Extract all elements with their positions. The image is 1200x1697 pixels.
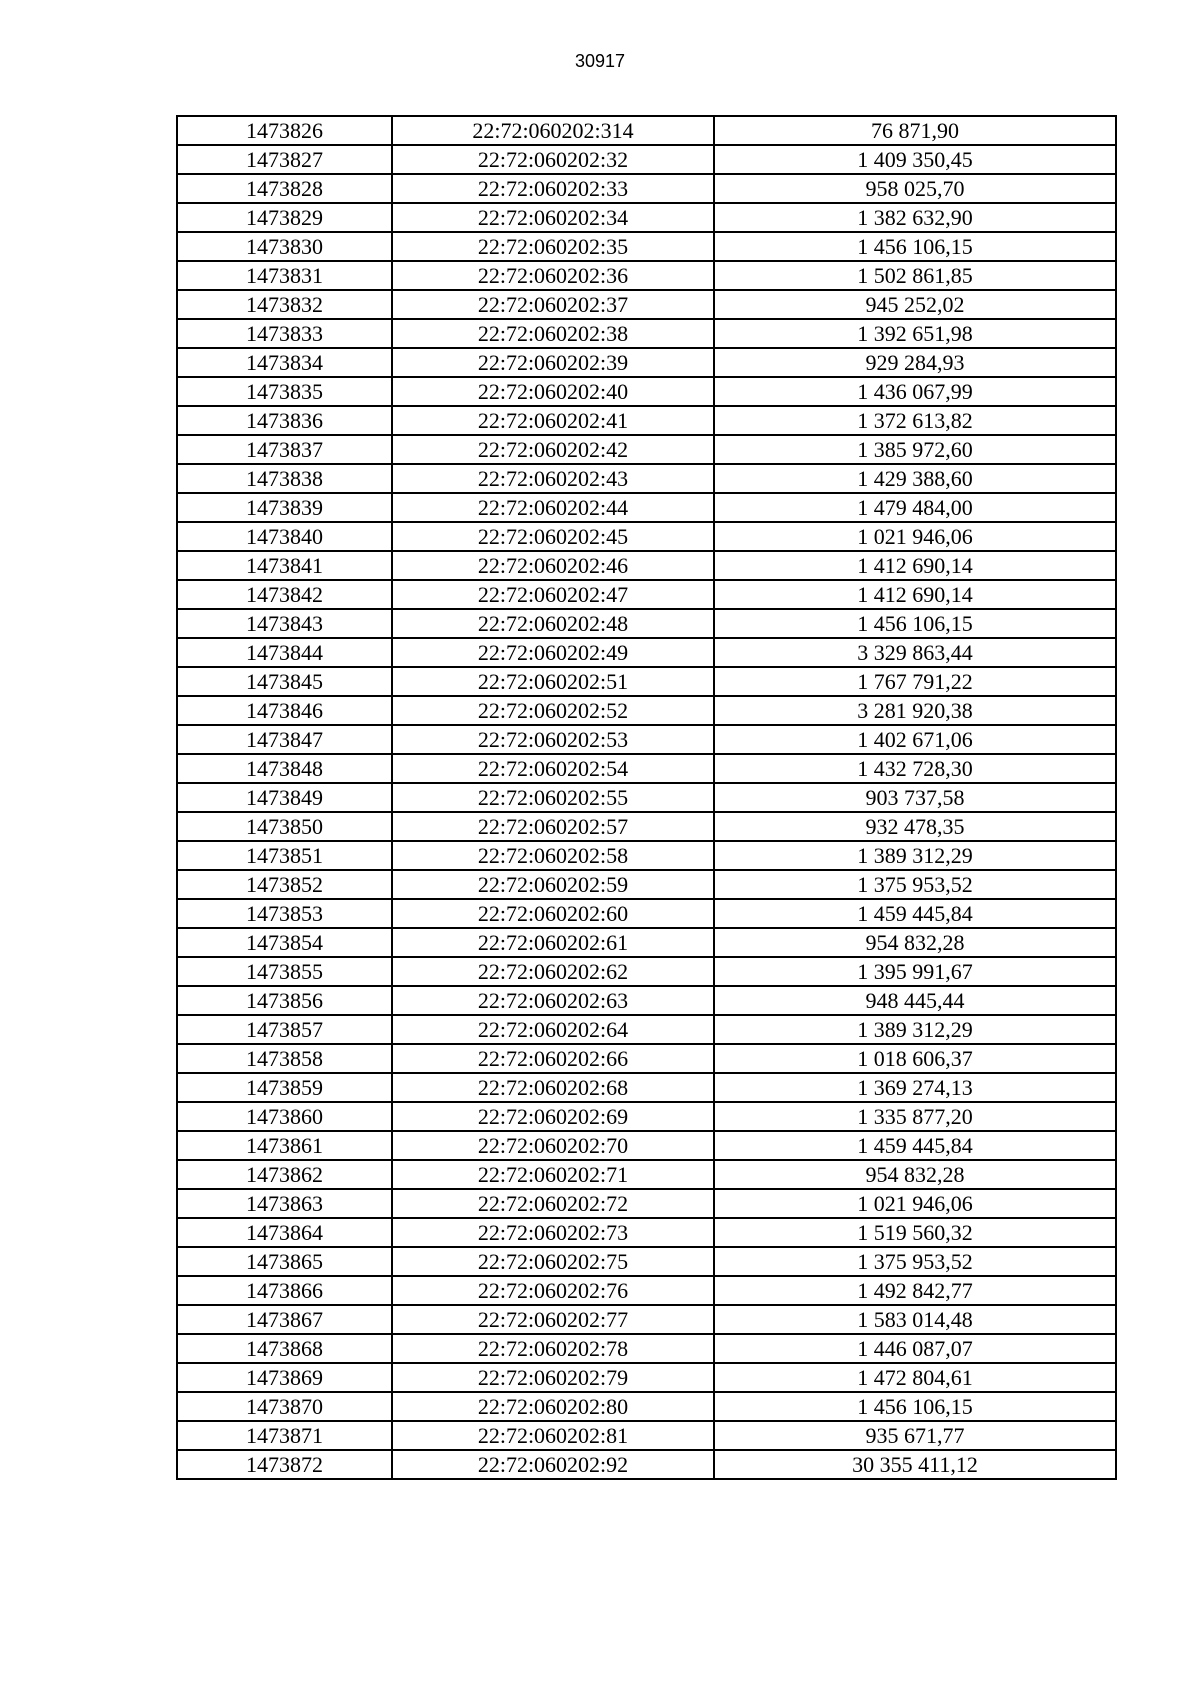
cadastral-value-cell: 30 355 411,12 — [714, 1450, 1116, 1479]
row-number-cell: 1473851 — [177, 841, 392, 870]
row-number-cell: 1473856 — [177, 986, 392, 1015]
table-row — [177, 116, 1116, 145]
cadastral-value-cell: 958 025,70 — [714, 174, 1116, 203]
row-number-cell: 1473866 — [177, 1276, 392, 1305]
cadastral-value-cell: 1 382 632,90 — [714, 203, 1116, 232]
cadastral-number-cell: 22:72:060202:35 — [392, 232, 714, 261]
cadastral-value-cell: 935 671,77 — [714, 1421, 1116, 1450]
cadastral-value-cell: 932 478,35 — [714, 812, 1116, 841]
cadastral-number-cell: 22:72:060202:48 — [392, 609, 714, 638]
row-number-cell: 1473830 — [177, 232, 392, 261]
cadastral-number-cell: 22:72:060202:70 — [392, 1131, 714, 1160]
row-number-cell: 1473853 — [177, 899, 392, 928]
table-row — [177, 348, 1116, 377]
cadastral-number-cell: 22:72:060202:79 — [392, 1363, 714, 1392]
row-number-cell: 1473865 — [177, 1247, 392, 1276]
cadastral-number-cell: 22:72:060202:40 — [392, 377, 714, 406]
cadastral-number-cell: 22:72:060202:55 — [392, 783, 714, 812]
row-number-cell: 1473826 — [177, 116, 392, 145]
row-number-cell: 1473855 — [177, 957, 392, 986]
cadastral-value-table — [176, 115, 1117, 1480]
table-row — [177, 1421, 1116, 1450]
cadastral-value-cell: 1 432 728,30 — [714, 754, 1116, 783]
cadastral-number-cell: 22:72:060202:314 — [392, 116, 714, 145]
cadastral-number-cell: 22:72:060202:81 — [392, 1421, 714, 1450]
cadastral-number-cell: 22:72:060202:68 — [392, 1073, 714, 1102]
cadastral-value-cell: 3 329 863,44 — [714, 638, 1116, 667]
cadastral-value-cell: 929 284,93 — [714, 348, 1116, 377]
table-row — [177, 377, 1116, 406]
row-number-cell: 1473854 — [177, 928, 392, 957]
cadastral-value-cell: 76 871,90 — [714, 116, 1116, 145]
cadastral-value-cell: 1 395 991,67 — [714, 957, 1116, 986]
cadastral-value-cell: 1 375 953,52 — [714, 870, 1116, 899]
table-row — [177, 406, 1116, 435]
table-row — [177, 1334, 1116, 1363]
cadastral-value-cell: 1 459 445,84 — [714, 1131, 1116, 1160]
row-number-cell: 1473828 — [177, 174, 392, 203]
row-number-cell: 1473833 — [177, 319, 392, 348]
row-number-cell: 1473844 — [177, 638, 392, 667]
row-number-cell: 1473840 — [177, 522, 392, 551]
cadastral-value-cell: 1 375 953,52 — [714, 1247, 1116, 1276]
cadastral-value-cell: 1 456 106,15 — [714, 609, 1116, 638]
row-number-cell: 1473867 — [177, 1305, 392, 1334]
table-row — [177, 1189, 1116, 1218]
cadastral-number-cell: 22:72:060202:34 — [392, 203, 714, 232]
cadastral-number-cell: 22:72:060202:46 — [392, 551, 714, 580]
table-row — [177, 203, 1116, 232]
cadastral-number-cell: 22:72:060202:51 — [392, 667, 714, 696]
cadastral-number-cell: 22:72:060202:77 — [392, 1305, 714, 1334]
cadastral-value-cell: 1 492 842,77 — [714, 1276, 1116, 1305]
row-number-cell: 1473836 — [177, 406, 392, 435]
cadastral-number-cell: 22:72:060202:80 — [392, 1392, 714, 1421]
table-row — [177, 522, 1116, 551]
row-number-cell: 1473850 — [177, 812, 392, 841]
row-number-cell: 1473838 — [177, 464, 392, 493]
cadastral-number-cell: 22:72:060202:69 — [392, 1102, 714, 1131]
row-number-cell: 1473868 — [177, 1334, 392, 1363]
table-row — [177, 1450, 1116, 1479]
table-row — [177, 667, 1116, 696]
cadastral-number-cell: 22:72:060202:62 — [392, 957, 714, 986]
table-row — [177, 754, 1116, 783]
cadastral-value-cell: 945 252,02 — [714, 290, 1116, 319]
row-number-cell: 1473860 — [177, 1102, 392, 1131]
table-row — [177, 493, 1116, 522]
table-row — [177, 580, 1116, 609]
cadastral-number-cell: 22:72:060202:64 — [392, 1015, 714, 1044]
cadastral-number-cell: 22:72:060202:45 — [392, 522, 714, 551]
table-row — [177, 1015, 1116, 1044]
cadastral-value-cell: 1 412 690,14 — [714, 580, 1116, 609]
row-number-cell: 1473846 — [177, 696, 392, 725]
table-row — [177, 1160, 1116, 1189]
table-row — [177, 870, 1116, 899]
cadastral-number-cell: 22:72:060202:42 — [392, 435, 714, 464]
cadastral-value-cell: 1 472 804,61 — [714, 1363, 1116, 1392]
cadastral-number-cell: 22:72:060202:44 — [392, 493, 714, 522]
table-row — [177, 812, 1116, 841]
table-row — [177, 1305, 1116, 1334]
cadastral-number-cell: 22:72:060202:37 — [392, 290, 714, 319]
row-number-cell: 1473845 — [177, 667, 392, 696]
table-row — [177, 1247, 1116, 1276]
table-row — [177, 957, 1116, 986]
table-row — [177, 783, 1116, 812]
row-number-cell: 1473862 — [177, 1160, 392, 1189]
table-row — [177, 319, 1116, 348]
row-number-cell: 1473837 — [177, 435, 392, 464]
row-number-cell: 1473827 — [177, 145, 392, 174]
row-number-cell: 1473832 — [177, 290, 392, 319]
table-row — [177, 1073, 1116, 1102]
table-row — [177, 725, 1116, 754]
table-row — [177, 290, 1116, 319]
table-row — [177, 928, 1116, 957]
cadastral-number-cell: 22:72:060202:58 — [392, 841, 714, 870]
row-number-cell: 1473858 — [177, 1044, 392, 1073]
cadastral-value-cell: 1 372 613,82 — [714, 406, 1116, 435]
cadastral-value-cell: 1 369 274,13 — [714, 1073, 1116, 1102]
cadastral-number-cell: 22:72:060202:32 — [392, 145, 714, 174]
row-number-cell: 1473842 — [177, 580, 392, 609]
row-number-cell: 1473857 — [177, 1015, 392, 1044]
table-row — [177, 1044, 1116, 1073]
cadastral-value-cell: 1 456 106,15 — [714, 232, 1116, 261]
cadastral-number-cell: 22:72:060202:41 — [392, 406, 714, 435]
cadastral-value-cell: 1 021 946,06 — [714, 522, 1116, 551]
cadastral-number-cell: 22:72:060202:59 — [392, 870, 714, 899]
table-row — [177, 696, 1116, 725]
cadastral-value-cell: 1 389 312,29 — [714, 841, 1116, 870]
table-row — [177, 551, 1116, 580]
row-number-cell: 1473847 — [177, 725, 392, 754]
row-number-cell: 1473863 — [177, 1189, 392, 1218]
table-row — [177, 174, 1116, 203]
row-number-cell: 1473869 — [177, 1363, 392, 1392]
cadastral-number-cell: 22:72:060202:39 — [392, 348, 714, 377]
cadastral-value-cell: 1 436 067,99 — [714, 377, 1116, 406]
cadastral-number-cell: 22:72:060202:53 — [392, 725, 714, 754]
table-row — [177, 1218, 1116, 1247]
cadastral-number-cell: 22:72:060202:76 — [392, 1276, 714, 1305]
table-row — [177, 899, 1116, 928]
cadastral-number-cell: 22:72:060202:72 — [392, 1189, 714, 1218]
cadastral-value-cell: 948 445,44 — [714, 986, 1116, 1015]
cadastral-value-cell: 1 412 690,14 — [714, 551, 1116, 580]
cadastral-number-cell: 22:72:060202:71 — [392, 1160, 714, 1189]
cadastral-number-cell: 22:72:060202:33 — [392, 174, 714, 203]
row-number-cell: 1473859 — [177, 1073, 392, 1102]
cadastral-value-cell: 1 429 388,60 — [714, 464, 1116, 493]
cadastral-value-cell: 1 519 560,32 — [714, 1218, 1116, 1247]
table-body — [177, 116, 1116, 1479]
cadastral-value-cell: 1 502 861,85 — [714, 261, 1116, 290]
row-number-cell: 1473870 — [177, 1392, 392, 1421]
cadastral-number-cell: 22:72:060202:73 — [392, 1218, 714, 1247]
cadastral-number-cell: 22:72:060202:38 — [392, 319, 714, 348]
cadastral-value-cell: 1 392 651,98 — [714, 319, 1116, 348]
row-number-cell: 1473849 — [177, 783, 392, 812]
cadastral-value-cell: 1 456 106,15 — [714, 1392, 1116, 1421]
page-number: 30917 — [574, 51, 626, 71]
table-row — [177, 435, 1116, 464]
cadastral-number-cell: 22:72:060202:60 — [392, 899, 714, 928]
cadastral-number-cell: 22:72:060202:78 — [392, 1334, 714, 1363]
cadastral-number-cell: 22:72:060202:75 — [392, 1247, 714, 1276]
row-number-cell: 1473831 — [177, 261, 392, 290]
table-row — [177, 841, 1116, 870]
table-row — [177, 986, 1116, 1015]
table-row — [177, 261, 1116, 290]
cadastral-number-cell: 22:72:060202:61 — [392, 928, 714, 957]
cadastral-value-cell: 3 281 920,38 — [714, 696, 1116, 725]
cadastral-value-cell: 903 737,58 — [714, 783, 1116, 812]
cadastral-number-cell: 22:72:060202:92 — [392, 1450, 714, 1479]
row-number-cell: 1473843 — [177, 609, 392, 638]
table-row — [177, 1276, 1116, 1305]
cadastral-number-cell: 22:72:060202:36 — [392, 261, 714, 290]
cadastral-number-cell: 22:72:060202:66 — [392, 1044, 714, 1073]
table-row — [177, 232, 1116, 261]
cadastral-value-cell: 1 389 312,29 — [714, 1015, 1116, 1044]
cadastral-value-cell: 1 402 671,06 — [714, 725, 1116, 754]
cadastral-value-cell: 1 385 972,60 — [714, 435, 1116, 464]
row-number-cell: 1473864 — [177, 1218, 392, 1247]
row-number-cell: 1473834 — [177, 348, 392, 377]
cadastral-number-cell: 22:72:060202:49 — [392, 638, 714, 667]
cadastral-value-cell: 1 446 087,07 — [714, 1334, 1116, 1363]
row-number-cell: 1473848 — [177, 754, 392, 783]
cadastral-value-cell: 1 335 877,20 — [714, 1102, 1116, 1131]
table-row — [177, 145, 1116, 174]
row-number-cell: 1473841 — [177, 551, 392, 580]
table-row — [177, 1102, 1116, 1131]
cadastral-number-cell: 22:72:060202:43 — [392, 464, 714, 493]
cadastral-value-cell: 1 409 350,45 — [714, 145, 1116, 174]
table-row — [177, 1363, 1116, 1392]
row-number-cell: 1473829 — [177, 203, 392, 232]
row-number-cell: 1473871 — [177, 1421, 392, 1450]
row-number-cell: 1473852 — [177, 870, 392, 899]
cadastral-number-cell: 22:72:060202:57 — [392, 812, 714, 841]
cadastral-number-cell: 22:72:060202:54 — [392, 754, 714, 783]
cadastral-number-cell: 22:72:060202:47 — [392, 580, 714, 609]
cadastral-value-cell: 1 583 014,48 — [714, 1305, 1116, 1334]
table-row — [177, 1131, 1116, 1160]
table-row — [177, 638, 1116, 667]
cadastral-number-cell: 22:72:060202:52 — [392, 696, 714, 725]
row-number-cell: 1473861 — [177, 1131, 392, 1160]
row-number-cell: 1473872 — [177, 1450, 392, 1479]
table-row — [177, 1392, 1116, 1421]
row-number-cell: 1473835 — [177, 377, 392, 406]
cadastral-value-cell: 1 021 946,06 — [714, 1189, 1116, 1218]
row-number-cell: 1473839 — [177, 493, 392, 522]
cadastral-value-cell: 1 018 606,37 — [714, 1044, 1116, 1073]
cadastral-value-cell: 1 479 484,00 — [714, 493, 1116, 522]
table-row — [177, 609, 1116, 638]
cadastral-value-cell: 954 832,28 — [714, 928, 1116, 957]
cadastral-value-cell: 1 767 791,22 — [714, 667, 1116, 696]
cadastral-value-cell: 1 459 445,84 — [714, 899, 1116, 928]
cadastral-value-cell: 954 832,28 — [714, 1160, 1116, 1189]
table-row — [177, 464, 1116, 493]
cadastral-number-cell: 22:72:060202:63 — [392, 986, 714, 1015]
